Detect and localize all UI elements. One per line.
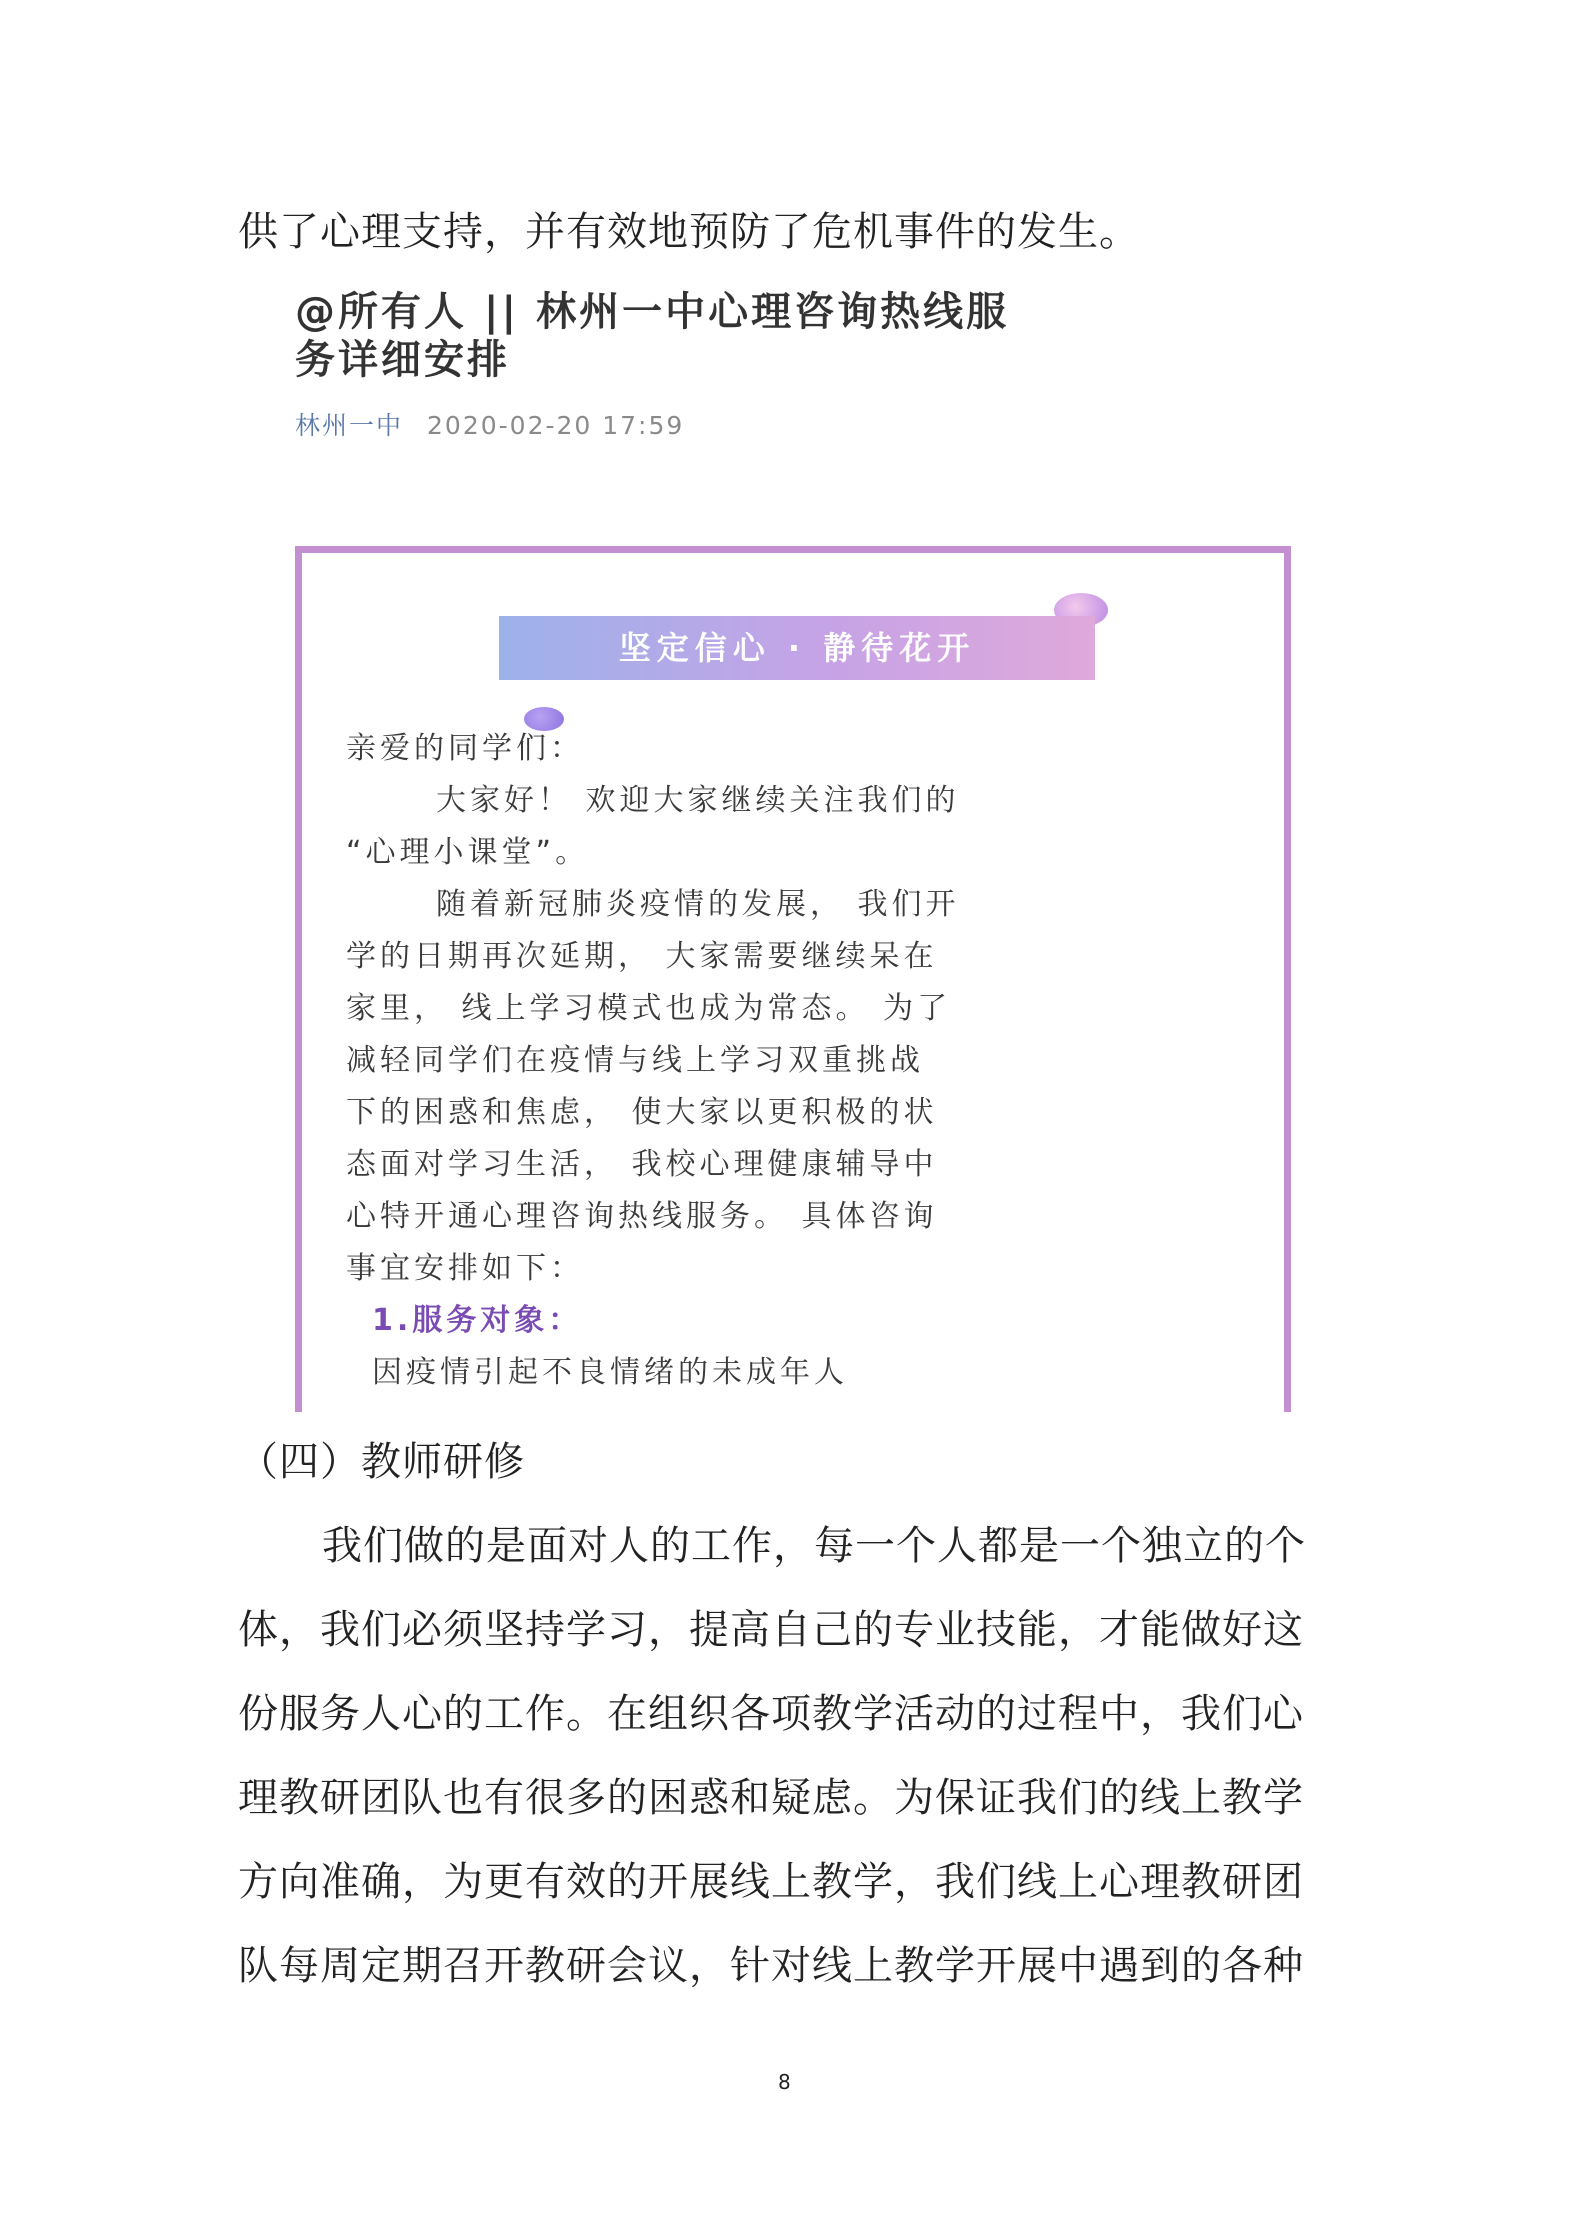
poster-body bbox=[346, 723, 1226, 1399]
article-source: 林州一中 bbox=[295, 411, 404, 440]
poster-item: 因疫情引起不良情绪的未成年人 bbox=[372, 1355, 848, 1390]
poster-line: 心特开通心理咨询热线服务。 具体咨询 bbox=[346, 1199, 938, 1234]
poster-banner: 坚定信心 · 静待花开 bbox=[499, 616, 1095, 680]
paragraph-line: 理教研团队也有很多的困惑和疑虑。为保证我们的线上教学 bbox=[238, 1775, 1304, 1821]
poster-line: 事宜安排如下： bbox=[346, 1251, 584, 1286]
article-meta bbox=[295, 406, 1009, 442]
article-timestamp: 2020-02-20 17:59 bbox=[427, 411, 685, 440]
paragraph-line: 方向准确，为更有效的开展线上教学，我们线上心理教研团 bbox=[238, 1859, 1304, 1905]
poster-subheading: 1.服务对象： bbox=[372, 1303, 583, 1338]
poster-line: 随着新冠肺炎疫情的发展， 我们开 bbox=[436, 887, 960, 922]
paragraph-line: 体，我们必须坚持学习，提高自己的专业技能，才能做好这 bbox=[238, 1607, 1304, 1653]
poster-line: 大家好！ 欢迎大家继续关注我们的 bbox=[436, 783, 960, 818]
poster-greeting: 亲爱的同学们： bbox=[346, 731, 584, 766]
poster-line: 下的困惑和焦虑， 使大家以更积极的状 bbox=[346, 1095, 938, 1130]
page-number: 8 bbox=[778, 2070, 791, 2094]
poster-line: 态面对学习生活， 我校心理健康辅导中 bbox=[346, 1147, 938, 1182]
intro-line: 供了心理支持，并有效地预防了危机事件的发生。 bbox=[238, 209, 1140, 255]
poster-line: 学的日期再次延期， 大家需要继续呆在 bbox=[346, 939, 938, 974]
article-title-line-2: 务详细安排 bbox=[295, 337, 510, 383]
poster-line: “心理小课堂”。 bbox=[346, 835, 590, 870]
body-paragraph bbox=[238, 1504, 1306, 2008]
paragraph-line: 我们做的是面对人的工作，每一个人都是一个独立的个 bbox=[322, 1523, 1306, 1569]
poster-line: 家里， 线上学习模式也成为常态。 为了 bbox=[346, 991, 952, 1026]
paragraph-line: 份服务人心的工作。在组织各项教学活动的过程中，我们心 bbox=[238, 1691, 1304, 1737]
article-header bbox=[295, 288, 1009, 442]
section-heading: （四）教师研修 bbox=[238, 1439, 525, 1485]
article-title-line-1: @所有人 || 林州一中心理咨询热线服 bbox=[295, 289, 1010, 335]
poster-image bbox=[295, 546, 1291, 1412]
poster-line: 减轻同学们在疫情与线上学习双重挑战 bbox=[346, 1043, 924, 1078]
paragraph-line: 队每周定期召开教研会议，针对线上教学开展中遇到的各种 bbox=[238, 1943, 1304, 1989]
